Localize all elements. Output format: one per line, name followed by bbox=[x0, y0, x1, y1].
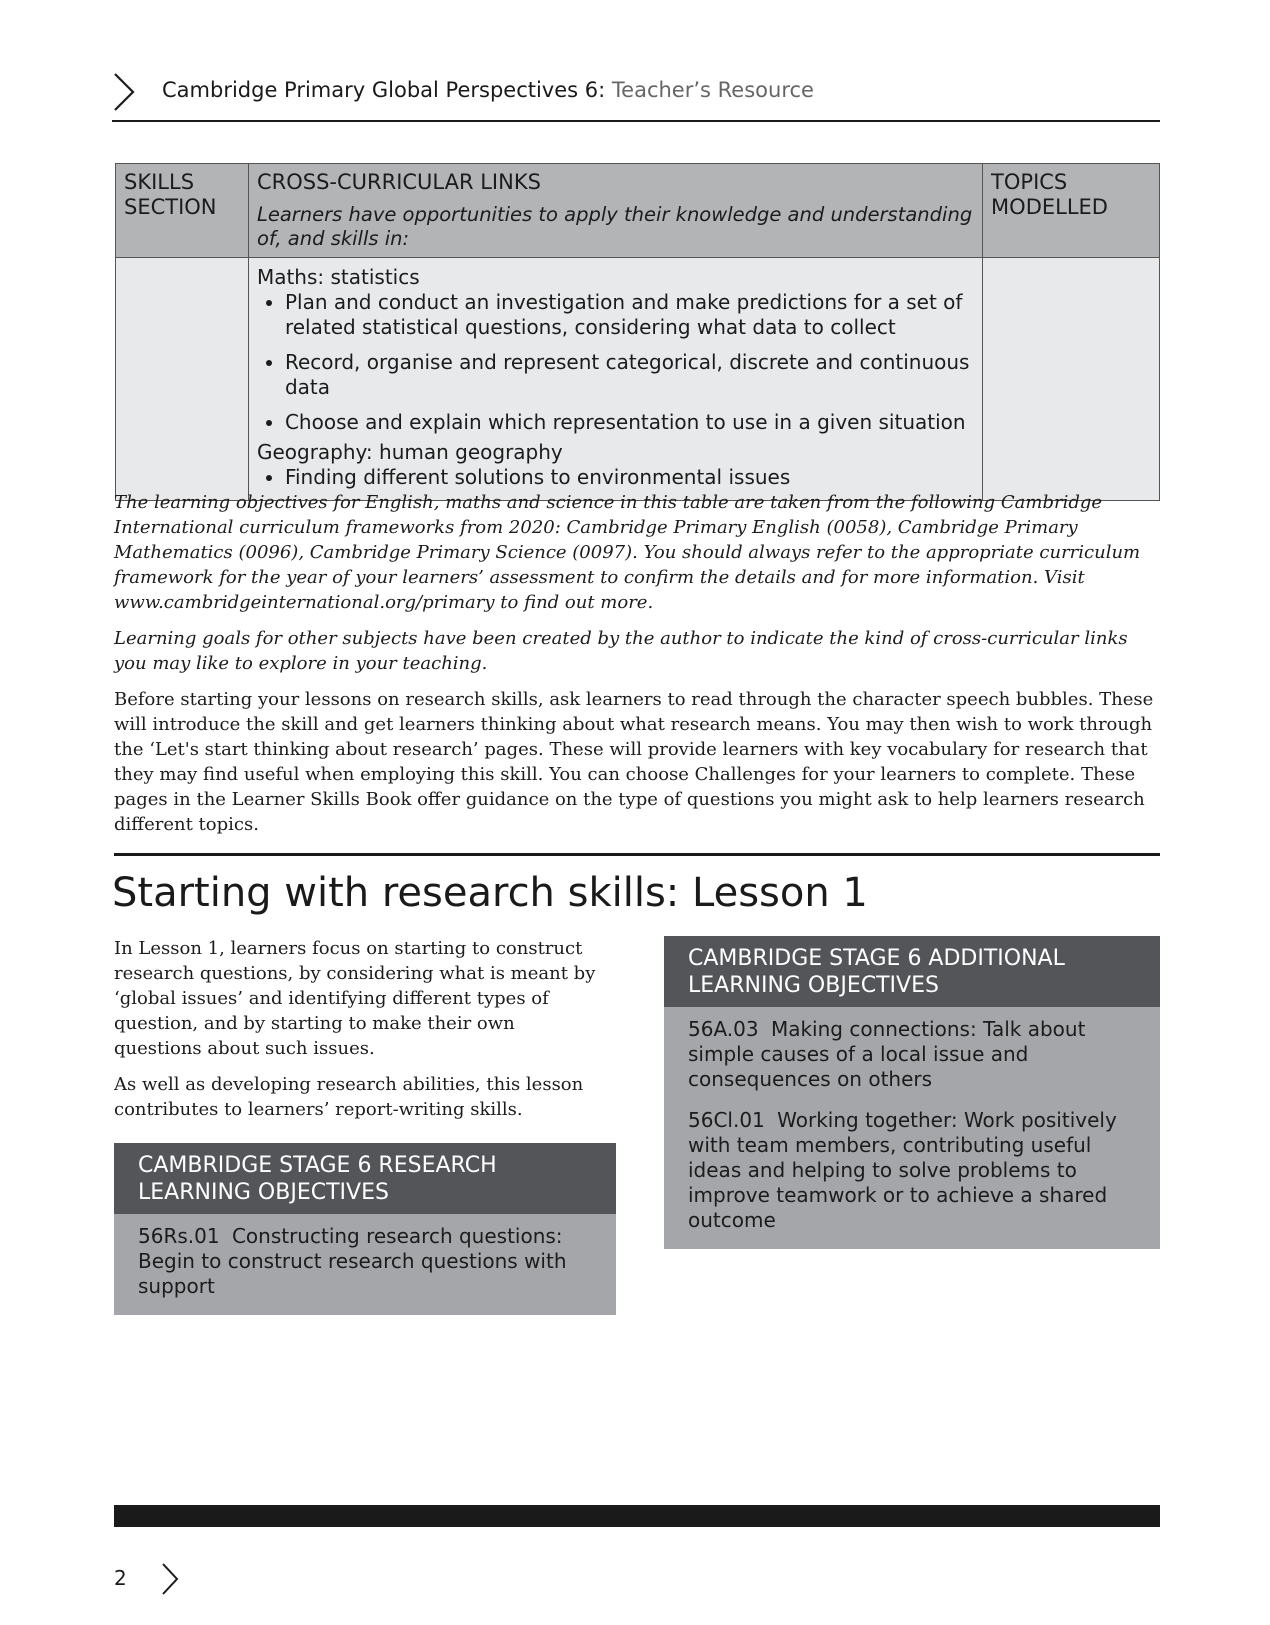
intro-paragraph: Before starting your lessons on research skills, ask learners to read through the character speech bubbles. These will introduce the skill and get learners thinking about what research means. You may then wish to work through the ‘Let's start thinking about research’ pages. These will provide learners with key vocabulary for research that they may find useful when employing this skill. You can choose Challenges for your learners to complete. These pages in the Learner Skills Book offer guidance on the type of questions you might ask to help learners research different topics. bbox=[114, 689, 1154, 835]
objective-text: Working together: Work positively with team members, contributing useful ideas and helping to solve problems to improve teamwork or to achieve a shared outcome bbox=[688, 1108, 1117, 1232]
subject-heading: Maths: statistics bbox=[256, 265, 420, 289]
column-header-skills-section: SKILLS SECTION bbox=[116, 164, 249, 258]
curriculum-note: The learning objectives for English, maths and science in this table are taken from the following Cambridge International curriculum frameworks from 2020: Cambridge Primary English (0058), Cambridge Primary Mathematics (0096), Cambridge Primary Science (0097). You should always refer to the appropriate curriculum framework for the year of your learners’ assessment to confirm the details and for more information. Visit www.cambridgeinternational.org/primary to find out more. bbox=[114, 492, 1141, 613]
notes-block bbox=[114, 490, 1164, 848]
lesson-intro-paragraph: As well as developing research abilities, this lesson contributes to learners’ report-writing skills. bbox=[114, 1074, 584, 1120]
page-title: Starting with research skills: Lesson 1 bbox=[112, 870, 868, 916]
bullet-list bbox=[257, 465, 974, 490]
lesson-intro-paragraph: In Lesson 1, learners focus on starting to construct research questions, by considering what is meant by ‘global issues’ and identifying different types of question, and by starting to make their own questions about such issues. bbox=[114, 938, 596, 1059]
section-divider bbox=[114, 853, 1160, 856]
list-item: • Plan and conduct an investigation and make predictions for a set of related statistical questions, considering what data to collect bbox=[285, 290, 974, 340]
chevron-right-icon bbox=[112, 72, 136, 112]
list-item: • Record, organise and represent categorical, discrete and continuous data bbox=[285, 350, 974, 400]
skills-section-cell bbox=[116, 258, 249, 501]
objective-code: 56A.03 bbox=[688, 1017, 759, 1041]
additional-objectives-heading: CAMBRIDGE STAGE 6 ADDITIONAL LEARNING OBJECTIVES bbox=[664, 936, 1160, 1007]
topics-modelled-cell bbox=[983, 258, 1160, 501]
objective-text: Making connections: Talk about simple causes of a local issue and consequences on others bbox=[688, 1017, 1086, 1091]
table-header-row bbox=[116, 164, 1160, 258]
objective-item bbox=[688, 1017, 1136, 1092]
cross-curricular-title: CROSS-CURRICULAR LINKS bbox=[256, 170, 541, 194]
research-objectives-heading: CAMBRIDGE STAGE 6 RESEARCH LEARNING OBJECTIVES bbox=[114, 1143, 616, 1214]
lesson-intro bbox=[114, 936, 604, 1133]
header-book-title: Cambridge Primary Global Perspectives 6: bbox=[162, 78, 606, 102]
subject-heading: Geography: human geography bbox=[256, 440, 563, 464]
list-item: • Finding different solutions to environmental issues bbox=[285, 465, 974, 490]
bullet-list bbox=[257, 290, 974, 435]
chevron-right-icon bbox=[160, 1562, 180, 1596]
cross-curricular-cell bbox=[248, 258, 982, 501]
objective-text: Constructing research questions: Begin to construct research questions with support bbox=[138, 1224, 567, 1298]
additional-objectives-box bbox=[664, 936, 1160, 1249]
objective-item bbox=[688, 1108, 1136, 1233]
column-header-cross-curricular-links bbox=[248, 164, 982, 258]
objective-code: 56Rs.01 bbox=[138, 1224, 220, 1248]
objective-item bbox=[138, 1224, 592, 1299]
table-row bbox=[116, 258, 1160, 501]
research-objectives-box bbox=[114, 1143, 616, 1315]
header-resource-label: Teacher’s Resource bbox=[611, 78, 814, 102]
learning-goals-note: Learning goals for other subjects have been created by the author to indicate the kind of cross-curricular links you may like to explore in your teaching. bbox=[114, 628, 1128, 674]
page-number: 2 bbox=[114, 1566, 127, 1590]
cross-curricular-table bbox=[115, 163, 1160, 501]
objective-code: 56Cl.01 bbox=[688, 1108, 765, 1132]
list-item: • Choose and explain which representation to use in a given situation bbox=[285, 410, 974, 435]
page-header bbox=[112, 66, 1160, 122]
cross-curricular-subtitle: Learners have opportunities to apply their knowledge and understanding of, and skills in: bbox=[256, 203, 973, 250]
column-header-topics-modelled: TOPICS MODELLED bbox=[983, 164, 1160, 258]
running-header-title bbox=[162, 78, 814, 102]
footer-bar bbox=[114, 1505, 1160, 1527]
